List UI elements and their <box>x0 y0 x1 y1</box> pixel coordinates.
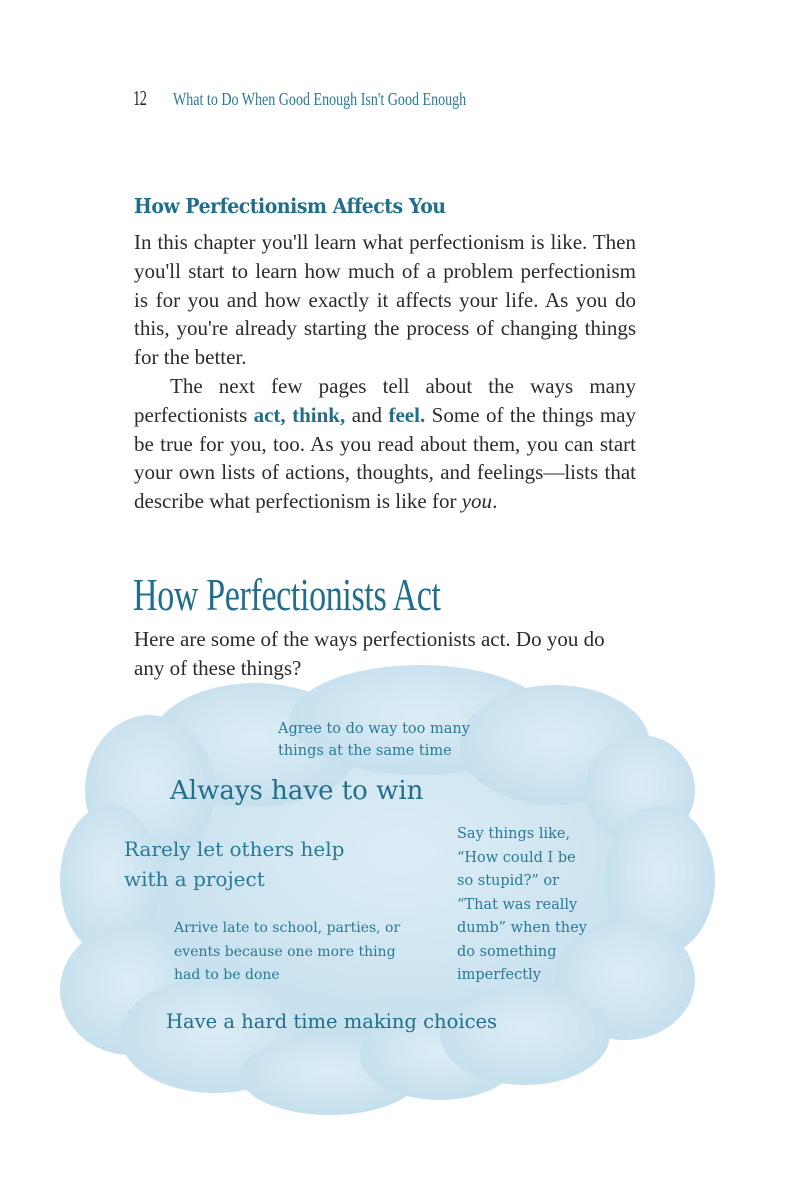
cloud-item-line: events because one more thing <box>174 943 396 960</box>
cloud-item-line: with a project <box>124 867 265 891</box>
cloud-item-line: Rarely let others help <box>124 837 345 861</box>
paragraph-text: Some of the things may be true for you, too. As you read about them, you can start your own lists of actions, thoughts, and feelings—lists that describe what perfectionism is like for <box>134 402 636 514</box>
cloud-item-line: dumb” when they <box>457 920 587 936</box>
cloud-item-arrive-late <box>174 917 400 988</box>
cloud-item-line: Have a hard time making choices <box>166 1010 498 1033</box>
cloud-item-line: things at the same time <box>278 743 452 759</box>
emphasis-you: you <box>461 489 493 514</box>
cloud-item-rarely-let-others-help <box>124 834 344 894</box>
cloud-item-line: “That was really <box>457 896 578 913</box>
paragraph-text: and <box>345 402 389 427</box>
page-number: 12 <box>133 86 147 110</box>
cloud-item-hard-time-choices <box>166 1010 497 1033</box>
cloud-item-line: Say things like, <box>457 826 571 842</box>
cloud-item-line: so stupid?” or <box>457 873 560 889</box>
cloud-item-say-things-like <box>457 823 587 988</box>
chapter-section-intro: Here are some of the ways perfectionists act. Do you do any of these things? <box>134 627 605 680</box>
cloud-item-agree-too-many <box>278 718 470 762</box>
cloud-item-line: imperfectly <box>457 967 541 983</box>
section-heading: How Perfectionism Affects You <box>134 194 446 218</box>
cloud-item-line: Always have to win <box>170 776 424 806</box>
chapter-section-heading: How Perfectionists Act <box>133 569 441 620</box>
cloud-item-always-win <box>170 776 423 806</box>
paragraph-text: The next few pages tell about the ways many perfectionists <box>134 374 636 427</box>
cloud-item-line: had to be done <box>174 967 280 983</box>
keyword-act-think: act, think, <box>253 402 346 427</box>
keyword-feel: feel. <box>388 402 426 427</box>
running-title: What to Do When Good Enough Isn't Good Enough <box>173 89 467 109</box>
intro-paragraph: In this chapter you'll learn what perfectionism is like. Then you'll start to learn how much of a problem perfectionism is for you and how exactly it affects your life. As you do this, you're already starting the process of changing things for the better. <box>134 230 636 370</box>
cloud-item-line: Arrive late to school, parties, or <box>174 920 401 936</box>
cloud-item-line: do something <box>457 943 557 960</box>
cloud-item-line: “How could I be <box>457 849 576 866</box>
paragraph-text: . <box>492 489 498 514</box>
cloud-item-line: Agree to do way too many <box>278 721 470 737</box>
